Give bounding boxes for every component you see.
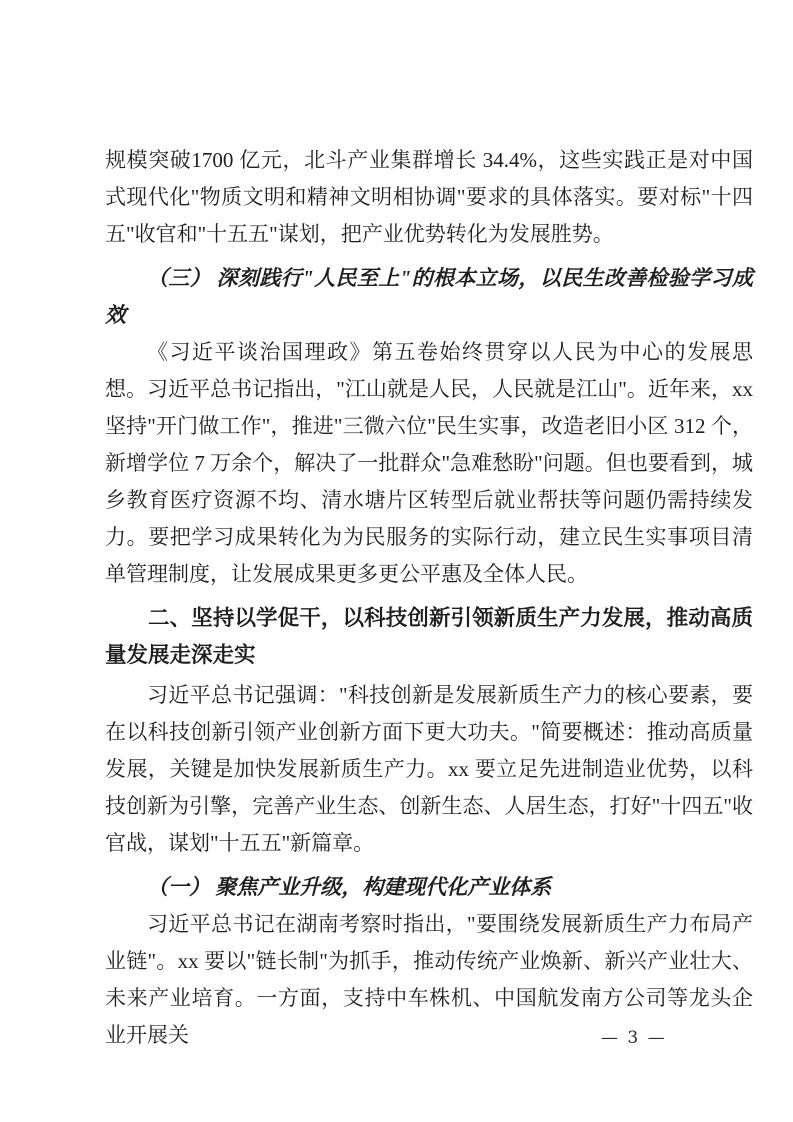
paragraph-continuation: 规模突破1700 亿元，北斗产业集群增长 34.4%，这些实践正是对中国式现代化"物质文明和精神文明相协调"要求的具体落实。要对标"十四五"收官和"十五五"谋划，把产业优势转化为发展胜势。 (105, 148, 753, 246)
subsection-heading-one: （一） 聚焦产业升级，构建现代化产业体系 (147, 875, 552, 899)
document-body (105, 142, 753, 1054)
paragraph-industry-upgrade: 习近平总书记在湖南考察时指出，"要围绕发展新质生产力布局产业链"。xx 要以"链长制"为抓手，推动传统产业焕新、新兴产业壮大、未来产业培育。一方面，支持中车株机、中国航发南方公司等龙头企业开展关 (105, 912, 753, 1047)
section-heading-two: 二、坚持以学促干，以科技创新引领新质生产力发展，推动高质量发展走深走实 (105, 606, 753, 667)
page-number: — 3 — (601, 1028, 667, 1048)
paragraph-sci-tech-innovation: 习近平总书记强调："科技创新是发展新质生产力的核心要素，要在以科技创新引领产业创新方面下更大功夫。"简要概述：推动高质量发展，关键是加快发展新质生产力。xx 要立足先进制造业优势，以科技创新为引擎，完善产业生态、创新生态、人居生态，打好"十四五"收官战，谋划"十五五"新篇章。 (105, 683, 753, 855)
paragraph-people-first: 《习近平谈治国理政》第五卷始终贯穿以人民为中心的发展思想。习近平总书记指出，"江山就是人民，人民就是江山"。近年来，xx 坚持"开门做工作"，推进"三微六位"民生实事，改造老旧小区 312 个，新增学位 7 万余个，解决了一批群众"急难愁盼"问题。但也要看到，城乡教育医疗资源不均、清水塘片区转型后就业帮扶等问题仍需持续发力。要把学习成果转化为为民服务的实际行动，建立民生实事项目清单管理制度，让发展成果更多更公平惠及全体人民。 (105, 340, 753, 586)
subsection-heading-three: （三） 深刻践行"人民至上"的根本立场，以民生改善检验学习成效 (105, 266, 753, 327)
